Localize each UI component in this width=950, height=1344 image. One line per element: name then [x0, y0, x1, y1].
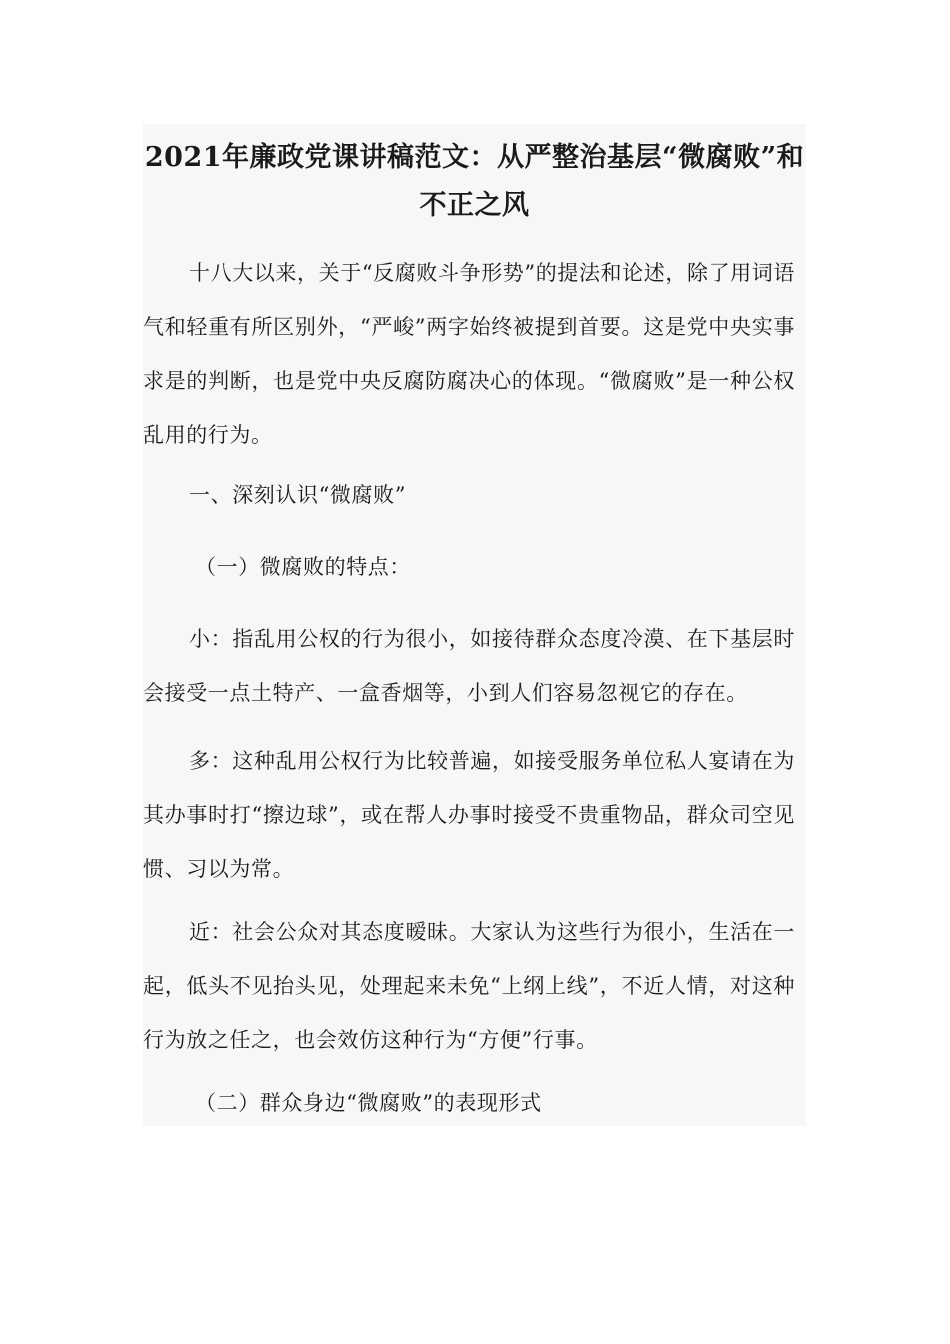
- document-title: 2021年廉政党课讲稿范文：从严整治基层“微腐败”和不正之风: [144, 142, 805, 221]
- subsection-heading-2: （二）群众身边“微腐败”的表现形式: [195, 1091, 542, 1115]
- paragraph-near: 近：社会公众对其态度暧昧。大家认为这些行为很小，生活在一起，低头不见抬头见，处理起来未免“上纲上线”，不近人情，对这种行为放之任之，也会效仿这种行为“方便”行事。: [143, 920, 795, 1052]
- document-page: [143, 124, 806, 1126]
- paragraph-intro: 十八大以来，关于“反腐败斗争形势”的提法和论述，除了用词语气和轻重有所区别外，“严峻”两字始终被提到首要。这是党中央实事求是的判断，也是党中央反腐防腐决心的体现。“微腐败”是一种公权乱用的行为。: [143, 261, 795, 447]
- paragraph-many: 多：这种乱用公权行为比较普遍，如接受服务单位私人宴请在为其办事时打“擦边球”，或在帮人办事时接受不贵重物品，群众司空见惯、习以为常。: [143, 749, 795, 881]
- subsection-heading-1: （一）微腐败的特点：: [195, 555, 411, 579]
- paragraph-small: 小：指乱用公权的行为很小，如接待群众态度冷漠、在下基层时会接受一点土特产、一盒香烟等，小到人们容易忽视它的存在。: [143, 627, 795, 705]
- section-heading-1: 一、深刻认识“微腐败”: [189, 483, 407, 507]
